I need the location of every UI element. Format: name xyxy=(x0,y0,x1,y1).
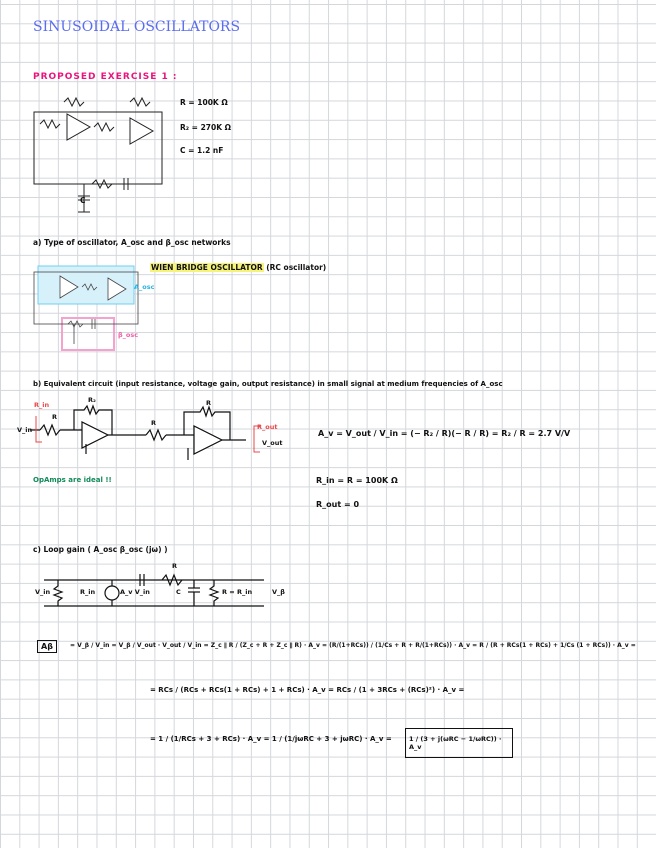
gain-equation: A_v = V_out / V_in = (− R₂ / R)(− R / R) = R₂ / R = 2.7 V/V xyxy=(318,429,571,438)
b-osc-label: β_osc xyxy=(118,331,139,339)
wien-bridge-circuit xyxy=(32,92,192,222)
part-a-heading: a) Type of oscillator, A_osc and β_osc networks xyxy=(33,238,231,247)
r-label-3: R xyxy=(206,399,212,407)
given-r: R = 100K Ω xyxy=(180,98,228,107)
loop-av-source-label: A_v V_in xyxy=(120,588,150,596)
loop-r-label: R xyxy=(172,562,178,570)
rin-label: R_in xyxy=(34,401,50,409)
rout-equation: R_out = 0 xyxy=(316,500,360,509)
loop-gain-boxed: Aβ xyxy=(37,640,57,653)
rout-label: R_out xyxy=(257,423,278,431)
vout-label: V_out xyxy=(262,439,283,447)
loop-gain-line-3: = 1 / (1/RCs + 3 + RCs) · A_v = 1 / (1/jωRC + 3 + jωRC) · A_v = xyxy=(150,735,392,743)
vin-label: V_in xyxy=(17,426,33,434)
part-b-circuit xyxy=(16,398,276,470)
loop-gain-line-1: = V_β / V_in = V_β / V_out · V_out / V_in = Z_c ∥ R / (Z_c + R + Z_c ∥ R) · A_v = (R/(1+RCs)) / (1/Cs + R + R/(1+RCs)) · A_v = R / (R + RCs(1 + RCs) + 1/Cs (1 + RCs)) · A_v = xyxy=(70,642,636,649)
given-c: C = 1.2 nF xyxy=(180,146,224,155)
r2-label: R₂ xyxy=(88,396,96,404)
loop-vb-label: V_β xyxy=(272,588,285,596)
part-c-heading: c) Loop gain ( A_osc β_osc (jω) ) xyxy=(33,545,168,554)
loop-vin-label: V_in xyxy=(35,588,51,596)
loop-r-rin-label: R = R_in xyxy=(222,588,253,596)
loop-c-label: C xyxy=(176,588,181,596)
part-b-heading: b) Equivalent circuit (input resistance, voltage gain, output resistance) in small signal at medium frequencies of A_osc xyxy=(33,380,503,388)
oscillator-type-note: (RC oscillator) xyxy=(266,263,327,272)
page-title: SINUSOIDAL OSCILLATORS xyxy=(33,19,241,35)
loop-gain-final: 1 / (3 + j(ωRC − 1/ωRC)) · A_v xyxy=(405,728,513,758)
r-label-1: R xyxy=(52,413,58,421)
oscillator-type: WIEN BRIDGE OSCILLATOR xyxy=(151,263,263,272)
part-a-answer xyxy=(150,263,326,272)
opamps-ideal-note: OpAmps are ideal !! xyxy=(33,476,112,484)
loop-rin-label: R_in xyxy=(80,588,96,596)
circuit-c-label: C xyxy=(80,196,86,205)
a-osc-label: A_osc xyxy=(134,283,155,291)
rin-equation: R_in = R = 100K Ω xyxy=(316,476,398,485)
given-r2: R₂ = 270K Ω xyxy=(180,123,232,132)
r-label-2: R xyxy=(151,419,157,427)
part-a-circuit xyxy=(32,260,172,360)
exercise-heading: PROPOSED EXERCISE 1 : xyxy=(33,72,178,82)
loop-gain-line-2: = RCs / (RCs + RCs(1 + RCs) + 1 + RCs) · A_v = RCs / (1 + 3RCs + (RCs)²) · A_v = xyxy=(150,686,465,694)
